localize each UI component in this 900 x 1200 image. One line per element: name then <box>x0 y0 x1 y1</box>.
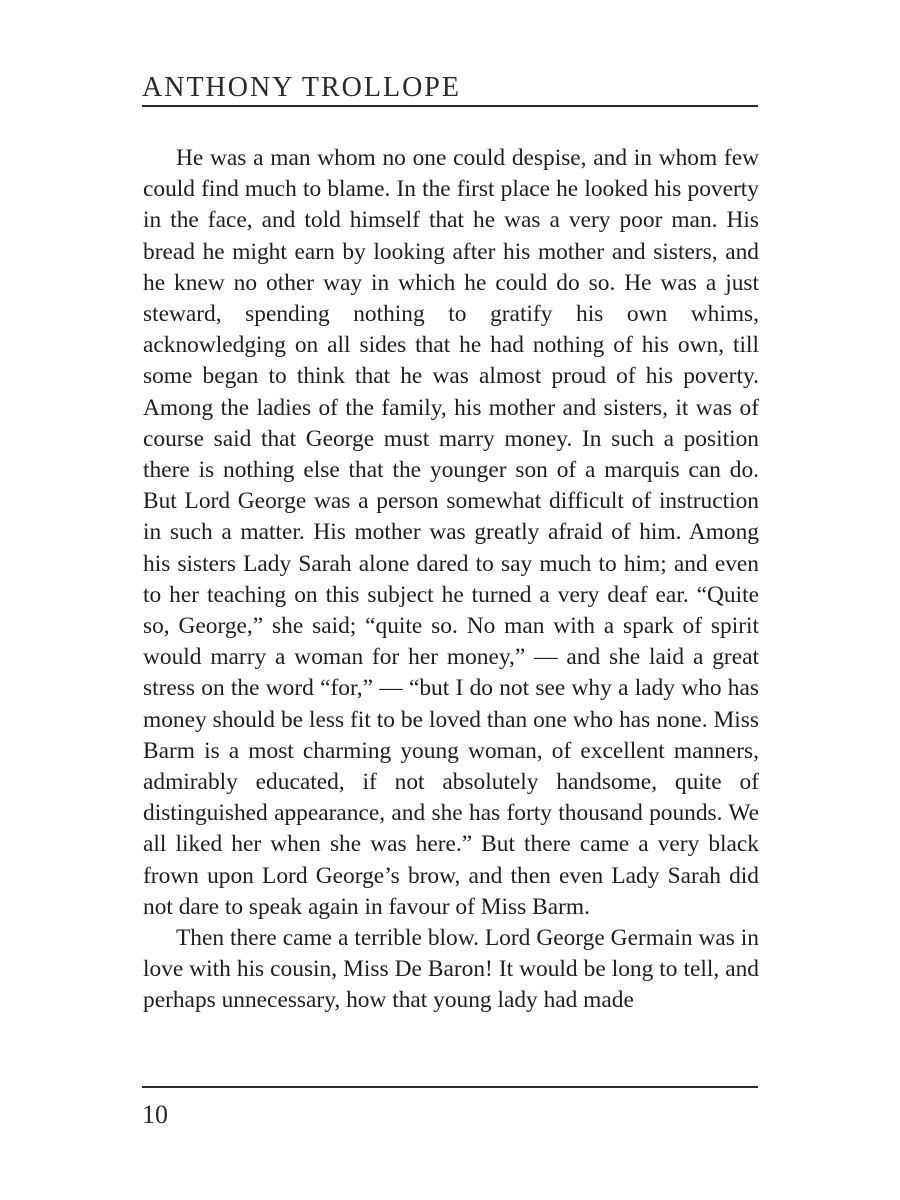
running-head-title: ANTHONY TROLLOPE <box>142 72 461 103</box>
paragraph: He was a man whom no one could despise, and in whom few could find much to blame. In the first place he looked his poverty in the face, and told himself that he was a very poor man. His bread he might earn by looking after his mother and sisters, and he knew no other way in which he could do so. He was a just steward, spending nothing to gratify his own whims, acknowledging on all sides that he had nothing of his own, till some began to think that he was almost proud of his poverty. Among the ladies of the family, his mother and sisters, it was of course said that George must marry money. In such a position there is nothing else that the younger son of a marquis can do. But Lord George was a person somewhat difficult of instruction in such a matter. His mother was greatly afraid of him. Among his sisters Lady Sarah alone dared to say much to him; and even to her teaching on this subject he turned a very deaf ear. “Quite so, George,” she said; “quite so. No man with a spark of spirit would marry a woman for her money,” — and she laid a great stress on the word “for,” — “but I do not see why a lady who has money should be less fit to be loved than one who has none. Miss Barm is a most charming young woman, of excellent manners, admirably educated, if not absolutely handsome, quite of distinguished appearance, and she has forty thousand pounds. We all liked her when she was here.” But there came a very black frown upon Lord George’s brow, and then even Lady Sarah did not dare to speak again in favour of Miss Barm. <box>143 145 759 920</box>
footer-rule <box>142 1086 758 1088</box>
body-text <box>143 143 759 1017</box>
header-rule <box>142 105 758 107</box>
page-number: 10 <box>142 1100 168 1129</box>
paragraph: Then there came a terrible blow. Lord George Germain was in love with his cousin, Miss De Baron! It would be long to tell, and perhaps unnecessary, how that young lady had made <box>143 925 759 1014</box>
